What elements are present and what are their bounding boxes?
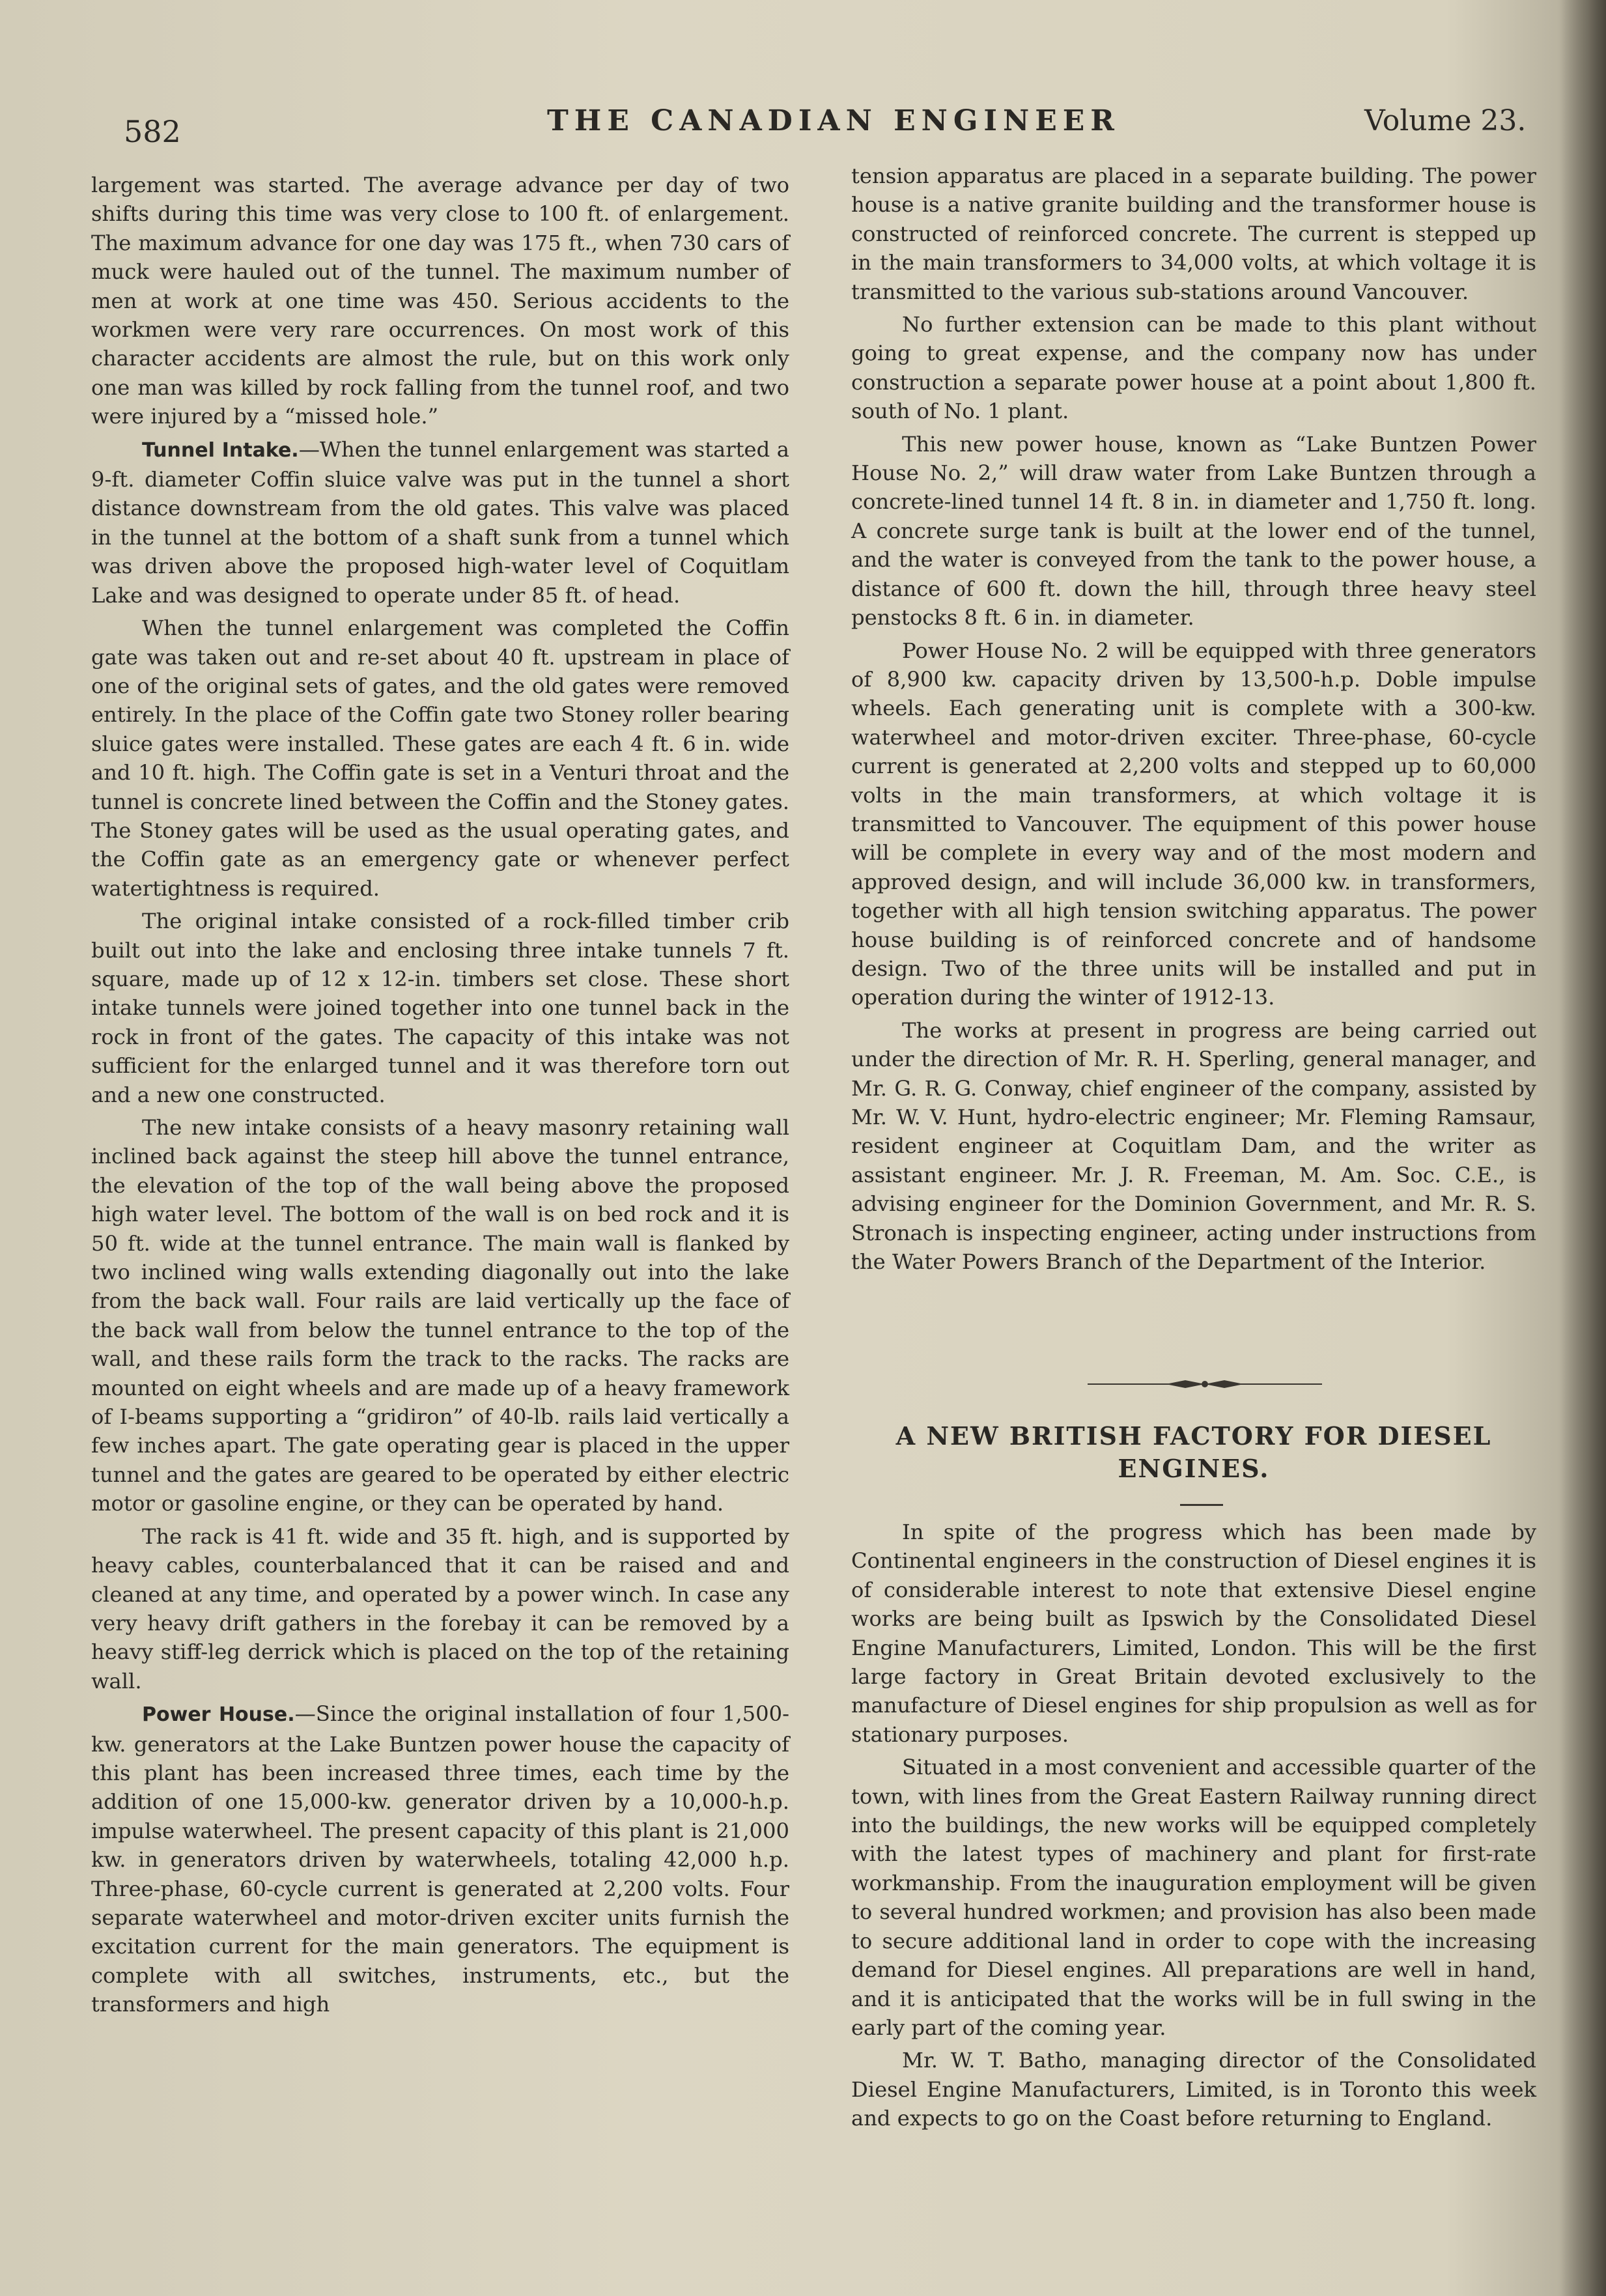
paragraph: Power House No. 2 will be equipped with three generators of 8,900 kw. capacity driven by 13,500-h.p. Doble impulse wheels. Each generating unit is complete with a 300-kw. waterwheel and motor-driven exciter. Three-phase, 60-cycle current is generated at 2,200 volts and stepped up to 60,000 volts in the main transformers, at which voltage it is transmitted to Vancouver. The equipment of this power house will be complete in every way and of the most modern and approved design, and will include 36,000 kw. in transformers, together with all high tension switching apparatus. The power house building is of reinforced concrete and of handsome design. Two of the three units will be installed and put in operation during the winter of 1912-13.	[851, 638, 1536, 1010]
article-title: A NEW BRITISH FACTORY FOR DIESEL ENGINES.	[895, 1421, 1492, 1483]
title-rule	[1180, 1504, 1223, 1506]
paragraph: No further extension can be made to this plant without going to great expense, and the company now has under construction a separate power house at a point about 1,800 ft. south of No. 1 plant.	[851, 312, 1536, 424]
paragraph-power-house	[91, 1699, 789, 2019]
paragraph: largement was started. The average advance per day of two shifts during this time was very close to 100 ft. of enlargement. The maximum advance for one day was 175 ft., when 730 cars of muck were hauled out of the tunnel. The maximum number of men at work at one time was 450. Serious accidents to the workmen were very rare occurrences. On most work of this character accidents are almost the rule, but on this work only one man was killed by rock falling from the tunnel roof, and two were injured by a “missed hole.”	[91, 173, 789, 429]
paragraph: In spite of the progress which has been made by Continental engineers in the construction of Diesel engines it is of considerable interest to note that extensive Diesel engine works are being built as Ipswich by the Consolidated Diesel Engine Manufacturers, Limited, London. This will be the first large factory in Great Britain devoted exclusively to the manufacture of Diesel engines for ship propulsion as well as for stationary purposes.	[851, 1520, 1536, 1747]
article-body	[851, 1518, 1536, 2137]
paragraph: Mr. W. T. Batho, managing director of the Consolidated Diesel Engine Manufacturers, Limited, is in Toronto this week and expects to go on the Coast before returning to England.	[851, 2048, 1536, 2131]
paragraph: Situated in a most convenient and accessible quarter of the town, with lines from the Great Eastern Railway running direct into the buildings, the new works will be equipped completely with the latest types of machinery and plant for first-rate workmanship. From the inauguration employment will be given to several hundred workmen; and provision has also been made to secure additional land in order to cope with the increasing demand for Diesel engines. All preparations are well in hand, and it is anticipated that the works will be in full swing in the early part of the coming year.	[851, 1755, 1536, 2040]
paragraph-text: —When the tunnel enlargement was started a 9-ft. diameter Coffin sluice valve was put in the tunnel a short distance downstream from the old gates. This valve was placed in the tunnel at the bottom of a shaft sunk from a tunnel which was driven above the proposed high-water level of Coquitlam Lake and was designed to operate under 85 ft. of head.	[91, 436, 789, 608]
section-heading-tunnel-intake: Tunnel Intake.	[142, 438, 299, 462]
paragraph: The original intake consisted of a rock-filled timber crib built out into the lake and enclosing three intake tunnels 7 ft. square, made up of 12 x 12-in. timbers set close. These short intake tunnels were joined together into one tunnel back in the rock in front of the gates. The capacity of this intake was not sufficient for the enlarged tunnel and it was therefore torn out and a new one constructed.	[91, 909, 789, 1107]
paragraph-text: —Since the original installation of four 1,500-kw. generators at the Lake Buntzen power house the capacity of this plant has been increased three times, each time by the addition of one 15,000-kw. generator driven by a 10,000-h.p. impulse waterwheel. The present capacity of this plant is 21,000 kw. in generators driven by waterwheels, totaling 42,000 h.p. Three-phase, 60-cycle current is generated at 2,200 volts. Four separate waterwheel and motor-driven exciter units furnish the excitation current for the main generators. The equipment is complete with all switches, instruments, etc., but the transformers and high	[91, 1701, 789, 2017]
left-column	[91, 171, 789, 2023]
paragraph: tension apparatus are placed in a separate building. The power house is a native granite building and the transformer house is constructed of reinforced concrete. The current is stepped up in the main transformers to 34,000 volts, at which voltage it is transmitted to the various sub-stations around Vancouver.	[851, 163, 1536, 304]
right-column	[851, 162, 1536, 1280]
paragraph: The rack is 41 ft. wide and 35 ft. high, and is supported by heavy cables, counterbalanced that it can be raised and and cleaned at any time, and operated by a power winch. In case any very heavy drift gathers in the forebay it can be removed by a heavy stiff-leg derrick which is placed on the top of the retaining wall.	[91, 1524, 789, 1694]
page-binding-edge	[1560, 0, 1606, 2296]
paragraph: This new power house, known as “Lake Buntzen Power House No. 2,” will draw water from Lake Buntzen through a concrete-lined tunnel 14 ft. 8 in. in diameter and 1,750 ft. long. A concrete surge tank is built at the lower end of the tunnel, and the water is conveyed from the tank to the power house, a distance of 600 ft. down the hill, through three heavy steel penstocks 8 ft. 6 in. in diameter.	[851, 431, 1536, 631]
paragraph-tunnel-intake	[91, 435, 789, 610]
volume-label: Volume 23.	[1364, 104, 1527, 137]
paragraph: The new intake consists of a heavy masonry retaining wall inclined back against the steep hill above the tunnel entrance, the elevation of the top of the wall being above the proposed high water level. The bottom of the wall is on bed rock and it is 50 ft. wide at the tunnel entrance. The main wall is flanked by two inclined wing walls extending diagonally out into the lake from the back wall. Four rails are laid vertically up the face of the back wall from below the tunnel entrance to the top of the wall, and these rails form the track to the racks. The racks are mounted on eight wheels and are made up of a heavy framework of I-beams supporting a “gridiron” of 40-lb. rails laid vertically a few inches apart. The gate operating gear is placed in the upper tunnel and the gates are geared to be operated by either electric motor or gasoline engine, or they can be operated by hand.	[91, 1115, 789, 1516]
journal-title: THE CANADIAN ENGINEER	[547, 104, 1120, 137]
paragraph: The works at present in progress are being carried out under the direction of Mr. R. H. Sperling, general manager, and Mr. G. R. G. Conway, chief engineer of the company, assisted by Mr. W. V. Hunt, hydro-electric engineer; Mr. Fleming Ramsaur, resident engineer at Coquitlam Dam, and the writer as assistant engineer. Mr. J. R. Freeman, M. Am. Soc. C.E., is advising engineer for the Dominion Government, and Mr. R. S. Stronach is inspecting engineer, acting under instructions from the Water Powers Branch of the Department of the Interior.	[851, 1017, 1536, 1275]
section-heading-power-house: Power House.	[142, 1703, 295, 1727]
paragraph: When the tunnel enlargement was completed the Coffin gate was taken out and re-set about 40 ft. upstream in place of one of the original sets of gates, and the old gates were removed entirely. In the place of the Coffin gate two Stoney roller bearing sluice gates were installed. These gates are each 4 ft. 6 in. wide and 10 ft. high. The Coffin gate is set in a Venturi throat and the tunnel is concrete lined between the Coffin and the Stoney gates. The Stoney gates will be used as the usual operating gates, and the Coffin gate as an emergency gate or whenever perfect watertightness is required.	[91, 616, 789, 901]
ornament-divider-icon	[1088, 1374, 1322, 1394]
page-number: 582	[124, 114, 181, 149]
